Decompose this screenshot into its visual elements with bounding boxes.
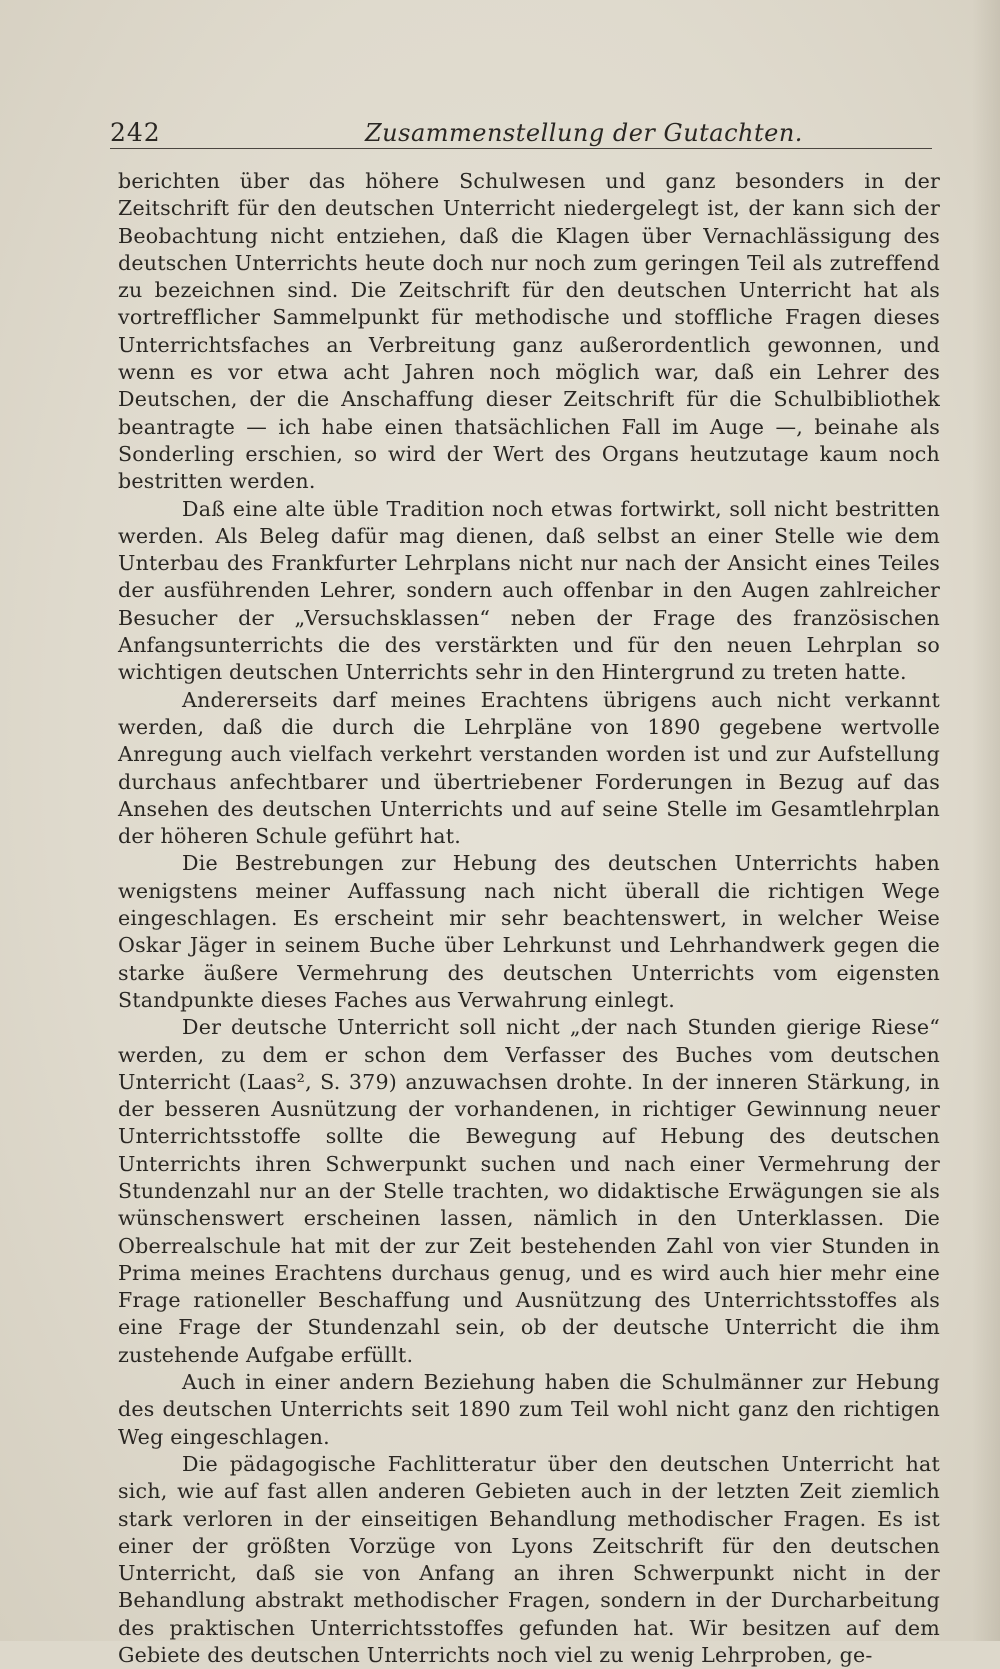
paragraph-7: Die pädagogische Fachlitteratur über den deutschen Unterricht hat sich, wie auf fast allen anderen Gebieten auch in der letzten Zeit ziemlich stark verloren in der einseitigen Behandlung methodischer Fragen. Es ist einer der größten Vorzüge von Lyons Zeitschrift für den deutschen Unterricht, daß sie von Anfang an ihren Schwerpunkt nicht in der Behandlung abstrakt methodischer Fragen, sondern in der Durcharbeitung des praktischen Unterrichtsstoffes gefunden hat. Wir besitzen auf dem Gebiete des deutschen Unterrichts noch viel zu wenig Lehrproben, ge- [118, 1451, 940, 1668]
page-edge-shadow [972, 0, 1000, 1641]
page-header [110, 118, 932, 149]
page-number: 242 [110, 118, 161, 147]
body-text [118, 168, 940, 1669]
paragraph-5: Der deutsche Unterricht soll nicht „der nach Stunden gierige Riese“ werden, zu dem er schon dem Verfasser des Buches vom deutschen Unterricht (Laas², S. 379) anzuwachsen drohte. In der inneren Stärkung, in der besseren Ausnützung der vorhandenen, in richtiger Gewinnung neuer Unterrichtsstoffe sollte die Bewegung auf Hebung des deutschen Unterrichts ihren Schwerpunkt suchen und nach einer Vermehrung der Stundenzahl nur an der Stelle trachten, wo didaktische Erwägungen sie als wünschenswert erscheinen lassen, nämlich in den Unterklassen. Die Oberrealschule hat mit der zur Zeit bestehenden Zahl von vier Stunden in Prima meines Erachtens durchaus genug, und es wird auch hier mehr eine Frage rationeller Beschaffung und Ausnützung des Unterrichtsstoffes als eine Frage der Stundenzahl sein, ob der deutsche Unterricht die ihm zustehende Aufgabe erfüllt. [118, 1015, 940, 1367]
paragraph-1: berichten über das höhere Schulwesen und ganz besonders in der Zeitschrift für den deutschen Unterricht niedergelegt ist, der kann sich der Beobachtung nicht entziehen, daß die Klagen über Vernachlässigung des deutschen Unterrichts heute doch nur noch zum geringen Teil als zutreffend zu bezeichnen sind. Die Zeitschrift für den deutschen Unterricht hat als vortrefflicher Sammelpunkt für methodische und stoffliche Fragen dieses Unterrichtsfaches an Verbreitung ganz außerordentlich gewonnen, und wenn es vor etwa acht Jahren noch möglich war, daß ein Lehrer des Deutschen, der die Anschaffung dieser Zeitschrift für die Schulbibliothek beantragte — ich habe einen thatsächlichen Fall im Auge —, beinahe als Sonderling erschien, so wird der Wert des Organs heutzutage kaum noch bestritten werden. [118, 169, 940, 494]
paragraph-2: Daß eine alte üble Tradition noch etwas fortwirkt, soll nicht bestritten werden. Als Beleg dafür mag dienen, daß selbst an einer Stelle wie dem Unterbau des Frankfurter Lehrplans nicht nur nach der Ansicht eines Teiles der ausführenden Lehrer, sondern auch offenbar in den Augen zahlreicher Besucher der „Versuchsklassen“ neben der Frage des französischen Anfangsunterrichts die des verstärkten und für den neuen Lehrplan so wichtigen deutschen Unterrichts sehr in den Hintergrund zu treten hatte. [118, 496, 940, 685]
paragraph-6: Auch in einer andern Beziehung haben die Schulmänner zur Hebung des deutschen Unterrichts seit 1890 zum Teil wohl nicht ganz den richtigen Weg eingeschlagen. [118, 1370, 940, 1449]
paragraph-3: Andererseits darf meines Erachtens übrigens auch nicht verkannt werden, daß die durch die Lehrpläne von 1890 gegebene wertvolle Anregung auch vielfach verkehrt verstanden worden ist und zur Aufstellung durchaus anfechtbarer und übertriebener Forderungen in Bezug auf das Ansehen des deutschen Unterrichts und auf seine Stelle im Gesamtlehrplan der höheren Schule geführt hat. [118, 687, 940, 849]
paragraph-4: Die Bestrebungen zur Hebung des deutschen Unterrichts haben wenigstens meiner Auffassung nach nicht überall die richtigen Wege eingeschlagen. Es erscheint mir sehr beachtenswert, in welcher Weise Oskar Jäger in seinem Buche über Lehrkunst und Lehrhandwerk gegen die starke äußere Vermehrung des deutschen Unterrichts vom eigensten Standpunkte dieses Faches aus Verwahrung einlegt. [118, 851, 940, 1012]
running-head: Zusammenstellung der Gutachten. [365, 119, 803, 147]
